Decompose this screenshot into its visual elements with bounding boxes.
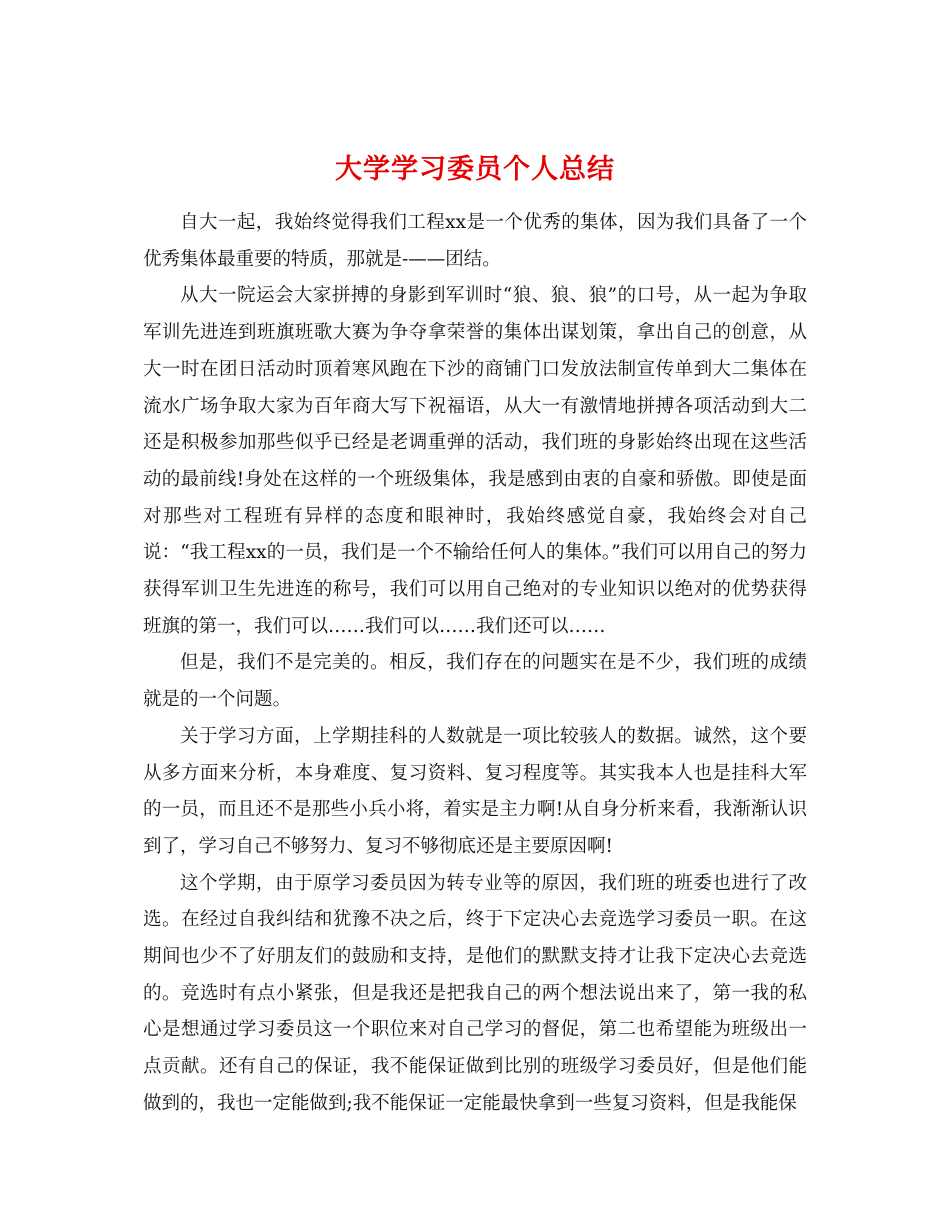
document-body: [143, 205, 807, 1123]
paragraph-5: 这个学期，由于原学习委员因为转专业等的原因，我们班的班委也进行了改选。在经过自我纠结和犹豫不决之后，终于下定决心去竞选学习委员一职。在这期间也少不了好朋友们的鼓励和支持，是他们的默默支持才让我下定决心去竞选的。竞选时有点小紧张，但是我还是把我自己的两个想法说出来了，第一我的私心是想通过学习委员这一个职位来对自己学习的督促，第二也希望能为班级出一点贡献。还有自己的保证，我不能保证做到比别的班级学习委员好，但是他们能做到的，我也一定能做到;我不能保证一定能最快拿到一些复习资料，但是我能保: [143, 872, 807, 1114]
paragraph-2: 从大一院运会大家拼搏的身影到军训时“狼、狼、狼”的口号，从一起为争取军训先进连到班旗班歌大赛为争夺拿荣誉的集体出谋划策，拿出自己的创意，从大一时在团日活动时顶着寒风跑在下沙的商铺门口发放法制宣传单到大二集体在流水广场争取大家为百年商大写下祝福语，从大一有激情地拼搏各项活动到大二还是积极参加那些似乎已经是老调重弹的活动，我们班的身影始终出现在这些活动的最前线!身处在这样的一个班级集体，我是感到由衷的自豪和骄傲。即使是面对那些对工程班有异样的态度和眼神时，我始终感觉自豪，我始终会对自己说：“我工程xx的一员，我们是一个不输给任何人的集体。”我们可以用自己的努力获得军训卫生先进连的称号，我们可以用自己绝对的专业知识以绝对的优势获得班旗的第一，我们可以……我们可以……我们还可以……: [143, 285, 808, 637]
paragraph-1: 自大一起，我始终觉得我们工程xx是一个优秀的集体，因为我们具备了一个优秀集体最重要的特质，那就是-——团结。: [143, 212, 807, 270]
document-title: 大学学习委员个人总结: [335, 154, 615, 186]
paragraph-3: 但是，我们不是完美的。相反，我们存在的问题实在是不少，我们班的成绩就是的一个问题。: [143, 652, 807, 711]
paragraph-4: 关于学习方面，上学期挂科的人数就是一项比较骇人的数据。诚然，这个要从多方面来分析，本身难度、复习资料、复习程度等。其实我本人也是挂科大军的一员，而且还不是那些小兵小将，着实是主力啊!从自身分析来看，我渐渐认识到了，学习自己不够努力、复习不够彻底还是主要原因啊!: [143, 725, 807, 857]
